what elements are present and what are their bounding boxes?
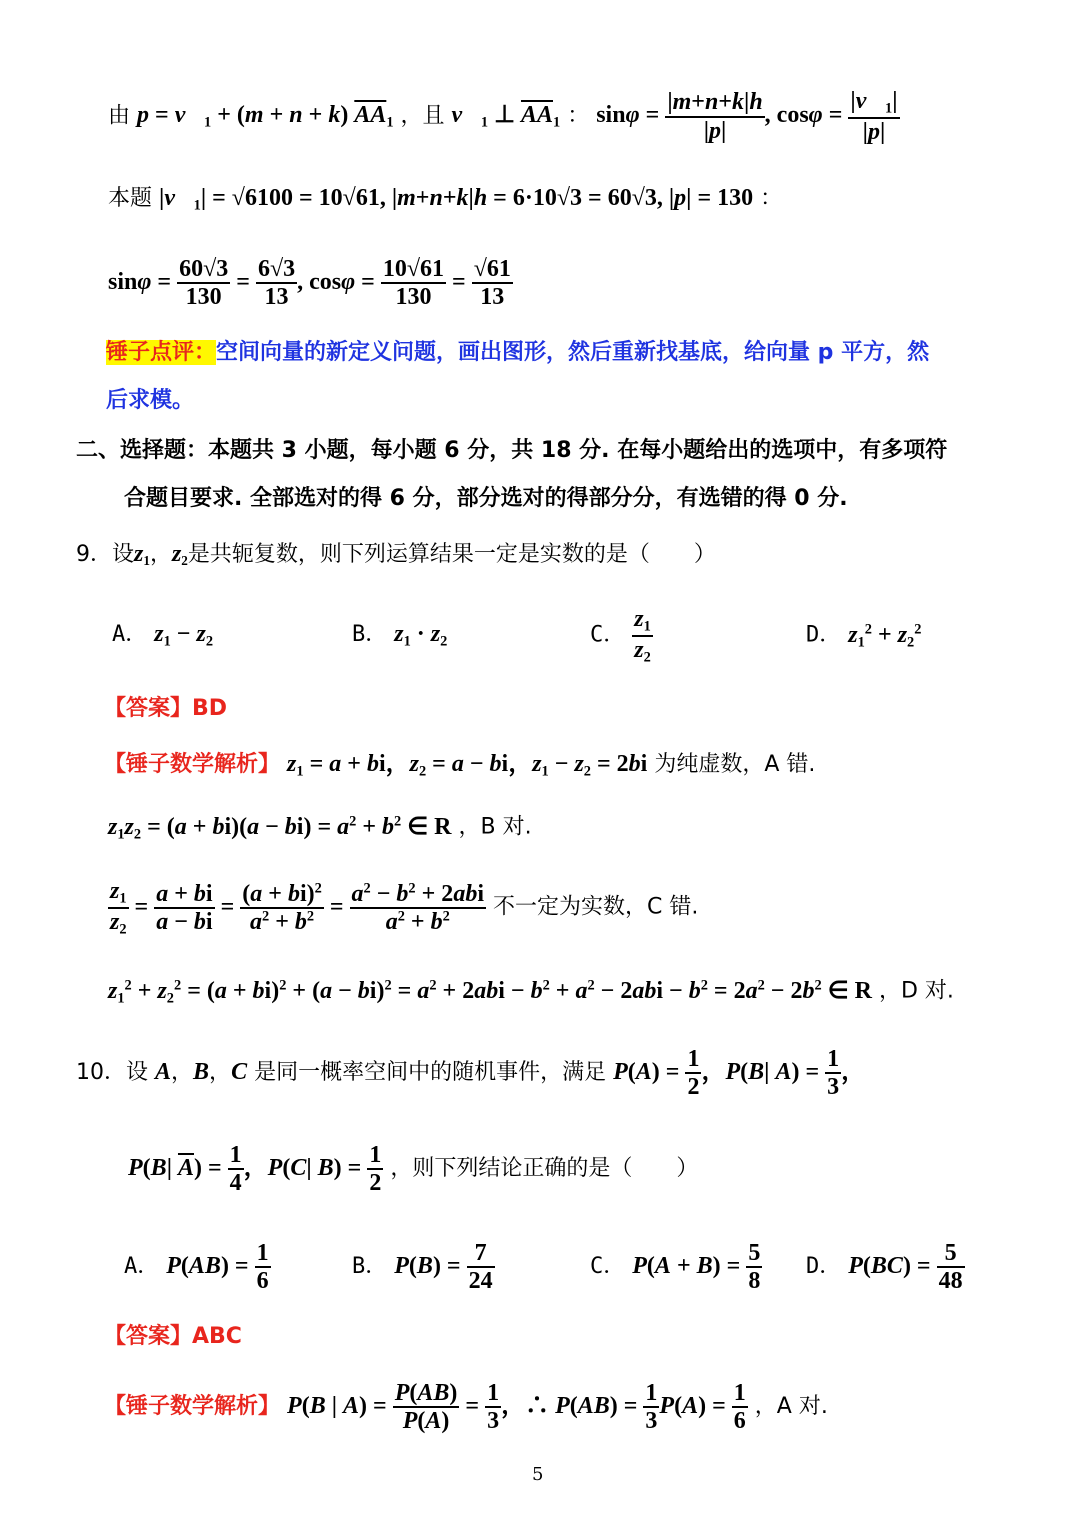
q10-given-2: P(B| $\overline{A}$) = $\frac{1}{4}$ ，P(C| B) = $\frac{1}{2}$ (128, 1142, 382, 1197)
q10-given-1: P(A) = $\frac{1}{2}$ ，P(B| A) = $\frac{1}{3}$ ， (613, 1046, 866, 1101)
q10-option-d (806, 1240, 965, 1295)
comment-label: 锤子点评： (106, 340, 217, 365)
q9-option-c (590, 606, 653, 666)
q10-events: A (155, 1058, 172, 1085)
q10-option-d-formula: P(BC) = $\frac{5}{48}$ (848, 1240, 963, 1295)
derivation-line-1 (108, 88, 900, 146)
derivation-prefix: 由 (108, 103, 131, 129)
q10-option-c (590, 1240, 762, 1295)
q9-analysis-2 (108, 814, 532, 841)
q9-option-a-formula: $z_1 - z_2$ (154, 621, 214, 650)
section-header-line-1: 二、选择题：本题共 3 小题，每小题 6 分，共 18 分. 在每小题给出的选项中，有多项符 (76, 438, 948, 463)
q10-analysis-text-1: ，A 对. (754, 1393, 828, 1419)
q10-analysis-1 (104, 1380, 828, 1435)
formula-sin-cos: sinφ = $\frac{|m+n+k|h}{|p|}$ , cosφ = $\frac{|v⃗_1|}{|p|}$ (596, 88, 898, 146)
section-header-line-2: 合题目要求. 全部选对的得 6 分，部分选对的得部分分，有选错的得 0 分. (124, 486, 848, 511)
formula-magnitudes: $|v⃗_1| = √6100 = 10√61$, |m+n+k|h = 6·10√3 = 60√3, |p| = 130 (159, 185, 754, 214)
q10-option-a-label: A． (124, 1253, 160, 1279)
q9-answer-value: BD (192, 696, 228, 721)
q10-option-d-label: D． (806, 1253, 842, 1279)
q10-option-b-formula: P(B) = $\frac{7}{24}$ (394, 1240, 493, 1295)
q9-option-b (352, 622, 447, 649)
q9-option-d-formula: $z_1^2 + z_2^2$ (848, 621, 922, 650)
q9-analysis-formula-4: $z_1^2 + z_2^2 = (a + bi)^2 + (a - bi)^2 = a^2 + 2abi - b^2 + a^2 - 2abi - b^2 = 2a^2 - 2b^2$ ∈ R (108, 977, 872, 1006)
q9-option-c-label: C． (590, 622, 626, 648)
q10-analysis-formula-1: P(B | A) = $\frac{P(AB)}{P(A)}$ = $\frac{1}{3}$ ，∴ P(AB) = $\frac{1}{3}$ P(A) = $\frac{1}{6}$ (287, 1380, 746, 1435)
q9-separator: ， (149, 542, 172, 567)
q10-option-a-formula: P(AB) = $\frac{1}{6}$ (166, 1240, 269, 1295)
q10-option-c-label: C． (590, 1253, 626, 1279)
q9-option-a (112, 622, 213, 649)
q9-option-c-formula: $\frac{z_1}{z_2}$ (634, 606, 651, 666)
q10-number: 10．设 (76, 1059, 148, 1085)
q10-option-b-label: B． (352, 1253, 388, 1279)
q9-analysis-3 (108, 878, 698, 938)
q10-option-a (124, 1240, 271, 1295)
formula-perpendicular: $v⃗_1$ ⊥ $\overline{AA}_1$ (451, 102, 561, 131)
q9-stem: 9．设$z_1$，$z_2$是共轭复数，则下列运算结果一定是实数的是（ ） (76, 541, 716, 568)
q9-option-d (806, 622, 921, 649)
q10-stem-text-2: ，则下列结论正确的是（ ） (390, 1155, 699, 1181)
q10-option-b (352, 1240, 495, 1295)
q10-answer (104, 1326, 242, 1348)
q10-analysis-label: 【锤子数学解析】 (104, 1393, 281, 1419)
q9-analysis-label: 【锤子数学解析】 (104, 752, 281, 777)
formula-p-decomposition: $p = v⃗_1 + (m + n + k)$ $\overline{AA}_1$ (137, 102, 394, 131)
q9-analysis-4 (108, 978, 954, 1005)
q10-stem-2 (128, 1142, 698, 1197)
q10-answer-value: ABC (192, 1324, 242, 1349)
q9-option-a-label: A． (112, 622, 148, 647)
q9-analysis-text-3: 不一定为实数，C 错. (492, 894, 699, 920)
q10-stem-1: 10．设 A，B，C 是同一概率空间中的随机事件，满足 P(A) = $\frac{1}{2}$ ，P(B| A) = $\frac{1}{3}$ ， (76, 1046, 866, 1101)
q9-option-b-label: B． (352, 622, 388, 647)
q9-answer-label: 【答案】 (104, 696, 193, 721)
formula-sin-cos-values: sinφ = $\frac{60√3}{130}$ = $\frac{6√3}{13}$ , cosφ = $\frac{10√61}{130}$ = $\frac{√61}{13}$ (108, 256, 511, 311)
comment-text-1: 空间向量的新定义问题，画出图形，然后重新找基底，给向量 p 平方，然 (216, 340, 930, 365)
q9-stem-text: 是共轭复数，则下列运算结果一定是实数的是（ ） (187, 542, 716, 567)
q10-stem-text-1: 是同一概率空间中的随机事件，满足 (254, 1059, 607, 1085)
derivation-colon: ： (567, 103, 590, 129)
q9-option-d-label: D． (806, 622, 842, 648)
q9-analysis-text-4: ，D 对. (878, 978, 954, 1004)
q9-analysis-text-1: 为纯虚数，A 错. (654, 752, 816, 777)
q9-analysis-formula-1: $z_1 = a$ + bi，$z_2 = a$ − bi，$z_1 - z_2 = 2bi$ (287, 751, 648, 780)
q9-analysis-formula-2: $z_1z_2 = (a + bi)(a - bi) = a^2 + b^2$ ∈ R (108, 813, 452, 842)
page-number: 5 (532, 1464, 544, 1485)
derivation-prefix-2: 本题 (108, 186, 153, 211)
q10-answer-label: 【答案】 (104, 1324, 193, 1349)
q9-analysis-formula-3: $\frac{z_1}{z_2}$ = $\frac{a + bi}{a - bi}$ = $\frac{(a + bi)^2}{a^2 + b^2}$ = $\frac{a^2 - b^2 + 2abi}{a^2 + b^2}$ (110, 878, 484, 938)
comment-line-2 (106, 390, 194, 412)
derivation-line-2 (108, 186, 782, 213)
derivation-comma: ，且 (400, 103, 445, 129)
derivation-end: ： (760, 186, 783, 211)
q9-analysis-text-2: ，B 对. (458, 814, 532, 840)
q10-option-c-formula: P(A + B) = $\frac{5}{8}$ (632, 1240, 761, 1295)
derivation-line-3 (108, 256, 513, 311)
comment-text-2: 后求模。 (106, 388, 195, 413)
q9-answer (104, 698, 227, 720)
q9-option-b-formula: $z_1 \cdot z_2$ (394, 621, 448, 650)
q9-number: 9．设 (76, 542, 134, 567)
q9-analysis-1 (104, 752, 815, 779)
comment-line-1 (106, 342, 929, 364)
